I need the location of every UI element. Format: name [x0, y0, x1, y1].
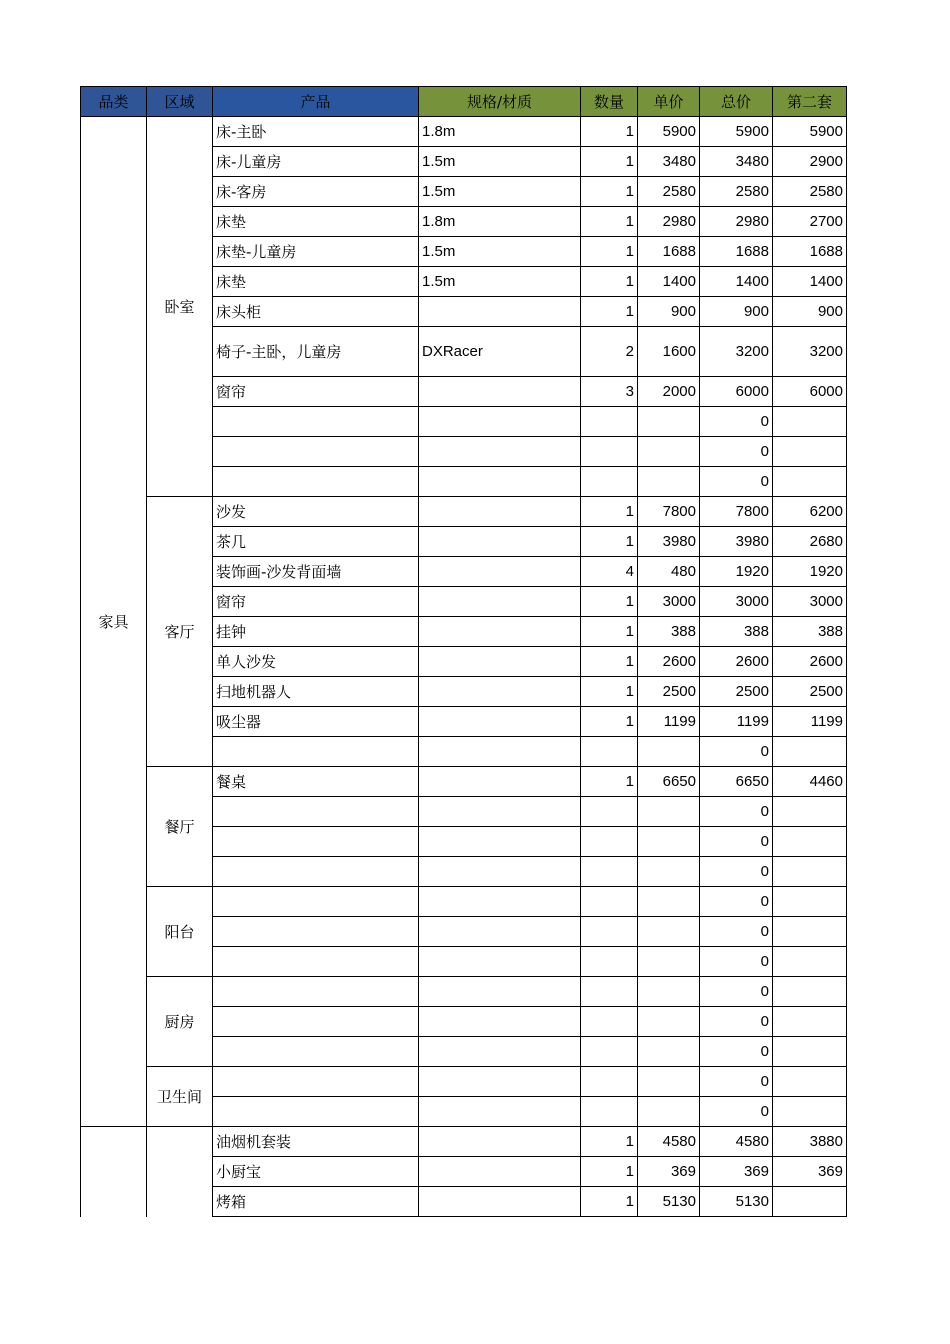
- table-row: [81, 117, 847, 147]
- unit-price-cell[interactable]: [638, 1097, 700, 1127]
- product-cell[interactable]: 扫地机器人: [213, 677, 419, 707]
- spec-cell[interactable]: [419, 527, 581, 557]
- product-cell[interactable]: 烤箱: [213, 1187, 419, 1217]
- qty-cell[interactable]: [581, 917, 638, 947]
- second-set-cell[interactable]: 6200: [773, 497, 847, 527]
- unit-price-cell[interactable]: [638, 407, 700, 437]
- category-cell[interactable]: 家具: [81, 117, 147, 1127]
- total-price-cell[interactable]: 4580: [700, 1127, 773, 1157]
- product-cell[interactable]: 床垫-儿童房: [213, 237, 419, 267]
- spec-cell[interactable]: 1.5m: [419, 147, 581, 177]
- qty-cell[interactable]: 1: [581, 177, 638, 207]
- second-set-cell[interactable]: 5900: [773, 117, 847, 147]
- total-price-cell[interactable]: 900: [700, 297, 773, 327]
- total-price-cell[interactable]: 0: [700, 797, 773, 827]
- spec-cell[interactable]: [419, 1157, 581, 1187]
- product-cell[interactable]: 椅子-主卧，儿童房: [213, 327, 419, 377]
- area-cell[interactable]: 餐厅: [147, 767, 213, 887]
- unit-price-cell[interactable]: 2000: [638, 377, 700, 407]
- area-cell[interactable]: [147, 1127, 213, 1217]
- total-price-cell[interactable]: 2580: [700, 177, 773, 207]
- qty-cell[interactable]: [581, 827, 638, 857]
- product-cell[interactable]: 床-儿童房: [213, 147, 419, 177]
- second-set-cell[interactable]: 2700: [773, 207, 847, 237]
- second-set-cell[interactable]: 1400: [773, 267, 847, 297]
- spec-cell[interactable]: [419, 437, 581, 467]
- unit-price-cell[interactable]: [638, 977, 700, 1007]
- table-row: [81, 977, 847, 1007]
- header-second-set[interactable]: 第二套: [773, 87, 847, 117]
- product-cell[interactable]: [213, 437, 419, 467]
- second-set-cell[interactable]: 900: [773, 297, 847, 327]
- header-qty[interactable]: 数量: [581, 87, 638, 117]
- second-set-cell[interactable]: 4460: [773, 767, 847, 797]
- qty-cell[interactable]: 1: [581, 1127, 638, 1157]
- product-cell[interactable]: 装饰画-沙发背面墙: [213, 557, 419, 587]
- spec-cell[interactable]: [419, 1037, 581, 1067]
- unit-price-cell[interactable]: 2600: [638, 647, 700, 677]
- product-cell[interactable]: 油烟机套装: [213, 1127, 419, 1157]
- product-cell[interactable]: [213, 1067, 419, 1097]
- area-cell[interactable]: 阳台: [147, 887, 213, 977]
- total-price-cell[interactable]: 2600: [700, 647, 773, 677]
- total-price-cell[interactable]: 388: [700, 617, 773, 647]
- second-set-cell[interactable]: [773, 467, 847, 497]
- table-row: [81, 1127, 847, 1157]
- second-set-cell[interactable]: [773, 947, 847, 977]
- spec-cell[interactable]: 1.5m: [419, 267, 581, 297]
- unit-price-cell[interactable]: [638, 947, 700, 977]
- total-price-cell[interactable]: 3000: [700, 587, 773, 617]
- spec-cell[interactable]: [419, 647, 581, 677]
- spec-cell[interactable]: [419, 857, 581, 887]
- second-set-cell[interactable]: [773, 1007, 847, 1037]
- spec-cell[interactable]: [419, 557, 581, 587]
- second-set-cell[interactable]: 2680: [773, 527, 847, 557]
- second-set-cell[interactable]: [773, 887, 847, 917]
- spec-cell[interactable]: [419, 467, 581, 497]
- second-set-cell[interactable]: 388: [773, 617, 847, 647]
- spec-cell[interactable]: [419, 677, 581, 707]
- spec-cell[interactable]: [419, 617, 581, 647]
- unit-price-cell[interactable]: 5130: [638, 1187, 700, 1217]
- unit-price-cell[interactable]: 1688: [638, 237, 700, 267]
- spec-cell[interactable]: [419, 1067, 581, 1097]
- product-cell[interactable]: 沙发: [213, 497, 419, 527]
- product-cell[interactable]: 窗帘: [213, 377, 419, 407]
- table-row: [81, 887, 847, 917]
- qty-cell[interactable]: 1: [581, 267, 638, 297]
- qty-cell[interactable]: [581, 1097, 638, 1127]
- spec-cell[interactable]: 1.8m: [419, 117, 581, 147]
- second-set-cell[interactable]: 2580: [773, 177, 847, 207]
- second-set-cell[interactable]: 3000: [773, 587, 847, 617]
- area-cell[interactable]: 客厅: [147, 497, 213, 767]
- second-set-cell[interactable]: 6000: [773, 377, 847, 407]
- qty-cell[interactable]: [581, 737, 638, 767]
- unit-price-cell[interactable]: [638, 1037, 700, 1067]
- total-price-cell[interactable]: 0: [700, 857, 773, 887]
- total-price-cell[interactable]: 0: [700, 437, 773, 467]
- spec-cell[interactable]: [419, 707, 581, 737]
- product-cell[interactable]: [213, 797, 419, 827]
- spec-cell[interactable]: [419, 407, 581, 437]
- unit-price-cell[interactable]: 2580: [638, 177, 700, 207]
- spec-cell[interactable]: 1.5m: [419, 237, 581, 267]
- table-row: [81, 767, 847, 797]
- unit-price-cell[interactable]: [638, 1067, 700, 1097]
- total-price-cell[interactable]: 0: [700, 827, 773, 857]
- second-set-cell[interactable]: 3880: [773, 1127, 847, 1157]
- unit-price-cell[interactable]: 7800: [638, 497, 700, 527]
- product-cell[interactable]: [213, 1037, 419, 1067]
- second-set-cell[interactable]: [773, 737, 847, 767]
- spec-cell[interactable]: [419, 977, 581, 1007]
- total-price-cell[interactable]: 5900: [700, 117, 773, 147]
- product-cell[interactable]: [213, 857, 419, 887]
- spec-cell[interactable]: DXRacer: [419, 327, 581, 377]
- total-price-cell[interactable]: 1688: [700, 237, 773, 267]
- table-row: [81, 1067, 847, 1097]
- total-price-cell[interactable]: 0: [700, 407, 773, 437]
- header-total-price[interactable]: 总价: [700, 87, 773, 117]
- second-set-cell[interactable]: [773, 1097, 847, 1127]
- unit-price-cell[interactable]: 2500: [638, 677, 700, 707]
- spec-cell[interactable]: [419, 1187, 581, 1217]
- unit-price-cell[interactable]: 3480: [638, 147, 700, 177]
- total-price-cell[interactable]: 1199: [700, 707, 773, 737]
- qty-cell[interactable]: [581, 437, 638, 467]
- unit-price-cell[interactable]: 388: [638, 617, 700, 647]
- unit-price-cell[interactable]: 1400: [638, 267, 700, 297]
- total-price-cell[interactable]: 6650: [700, 767, 773, 797]
- total-price-cell[interactable]: 0: [700, 1067, 773, 1097]
- qty-cell[interactable]: 3: [581, 377, 638, 407]
- unit-price-cell[interactable]: [638, 1007, 700, 1037]
- unit-price-cell[interactable]: [638, 857, 700, 887]
- qty-cell[interactable]: 1: [581, 237, 638, 267]
- second-set-cell[interactable]: [773, 797, 847, 827]
- qty-cell[interactable]: 4: [581, 557, 638, 587]
- qty-cell[interactable]: 1: [581, 117, 638, 147]
- spec-cell[interactable]: [419, 917, 581, 947]
- second-set-cell[interactable]: 3200: [773, 327, 847, 377]
- product-cell[interactable]: 挂钟: [213, 617, 419, 647]
- unit-price-cell[interactable]: 3000: [638, 587, 700, 617]
- spec-cell[interactable]: 1.8m: [419, 207, 581, 237]
- product-cell[interactable]: [213, 1097, 419, 1127]
- total-price-cell[interactable]: 0: [700, 737, 773, 767]
- qty-cell[interactable]: 1: [581, 1187, 638, 1217]
- product-cell[interactable]: 餐桌: [213, 767, 419, 797]
- spec-cell[interactable]: [419, 737, 581, 767]
- qty-cell[interactable]: 1: [581, 617, 638, 647]
- second-set-cell[interactable]: 2900: [773, 147, 847, 177]
- qty-cell[interactable]: [581, 857, 638, 887]
- unit-price-cell[interactable]: [638, 737, 700, 767]
- qty-cell[interactable]: 2: [581, 327, 638, 377]
- second-set-cell[interactable]: 1688: [773, 237, 847, 267]
- spec-cell[interactable]: [419, 497, 581, 527]
- second-set-cell[interactable]: [773, 827, 847, 857]
- total-price-cell[interactable]: 7800: [700, 497, 773, 527]
- product-cell[interactable]: [213, 737, 419, 767]
- unit-price-cell[interactable]: [638, 797, 700, 827]
- spec-cell[interactable]: [419, 767, 581, 797]
- product-cell[interactable]: 床-主卧: [213, 117, 419, 147]
- header-unit-price[interactable]: 单价: [638, 87, 700, 117]
- qty-cell[interactable]: 1: [581, 647, 638, 677]
- qty-cell[interactable]: 1: [581, 297, 638, 327]
- total-price-cell[interactable]: 0: [700, 947, 773, 977]
- total-price-cell[interactable]: 3980: [700, 527, 773, 557]
- total-price-cell[interactable]: 1920: [700, 557, 773, 587]
- spec-cell[interactable]: [419, 887, 581, 917]
- qty-cell[interactable]: 1: [581, 207, 638, 237]
- total-price-cell[interactable]: 1400: [700, 267, 773, 297]
- unit-price-cell[interactable]: [638, 437, 700, 467]
- total-price-cell[interactable]: 0: [700, 977, 773, 1007]
- product-cell[interactable]: 窗帘: [213, 587, 419, 617]
- qty-cell[interactable]: [581, 947, 638, 977]
- spec-cell[interactable]: [419, 947, 581, 977]
- product-cell[interactable]: 床垫: [213, 267, 419, 297]
- qty-cell[interactable]: [581, 1007, 638, 1037]
- product-cell[interactable]: [213, 887, 419, 917]
- second-set-cell[interactable]: [773, 917, 847, 947]
- area-cell[interactable]: 厨房: [147, 977, 213, 1067]
- qty-cell[interactable]: 1: [581, 147, 638, 177]
- second-set-cell[interactable]: [773, 407, 847, 437]
- product-cell[interactable]: 床头柜: [213, 297, 419, 327]
- total-price-cell[interactable]: 0: [700, 917, 773, 947]
- qty-cell[interactable]: 1: [581, 497, 638, 527]
- total-price-cell[interactable]: 0: [700, 1097, 773, 1127]
- second-set-cell[interactable]: [773, 437, 847, 467]
- area-cell[interactable]: 卫生间: [147, 1067, 213, 1127]
- second-set-cell[interactable]: [773, 1187, 847, 1217]
- second-set-cell[interactable]: [773, 977, 847, 1007]
- product-cell[interactable]: 单人沙发: [213, 647, 419, 677]
- second-set-cell[interactable]: 2500: [773, 677, 847, 707]
- product-cell[interactable]: [213, 407, 419, 437]
- total-price-cell[interactable]: 0: [700, 1007, 773, 1037]
- total-price-cell[interactable]: 6000: [700, 377, 773, 407]
- spec-cell[interactable]: [419, 1097, 581, 1127]
- second-set-cell[interactable]: 1920: [773, 557, 847, 587]
- spec-cell[interactable]: [419, 1127, 581, 1157]
- qty-cell[interactable]: [581, 977, 638, 1007]
- total-price-cell[interactable]: 3200: [700, 327, 773, 377]
- total-price-cell[interactable]: 2500: [700, 677, 773, 707]
- total-price-cell[interactable]: 0: [700, 887, 773, 917]
- second-set-cell[interactable]: [773, 857, 847, 887]
- spec-cell[interactable]: 1.5m: [419, 177, 581, 207]
- spec-cell[interactable]: [419, 1007, 581, 1037]
- unit-price-cell[interactable]: 5900: [638, 117, 700, 147]
- product-cell[interactable]: 小厨宝: [213, 1157, 419, 1187]
- second-set-cell[interactable]: 369: [773, 1157, 847, 1187]
- product-cell[interactable]: 床-客房: [213, 177, 419, 207]
- total-price-cell[interactable]: 0: [700, 467, 773, 497]
- product-cell[interactable]: [213, 917, 419, 947]
- qty-cell[interactable]: [581, 797, 638, 827]
- qty-cell[interactable]: 1: [581, 707, 638, 737]
- total-price-cell[interactable]: 2980: [700, 207, 773, 237]
- unit-price-cell[interactable]: 2980: [638, 207, 700, 237]
- unit-price-cell[interactable]: 4580: [638, 1127, 700, 1157]
- second-set-cell[interactable]: [773, 1067, 847, 1097]
- second-set-cell[interactable]: 1199: [773, 707, 847, 737]
- header-category[interactable]: 品类: [81, 87, 147, 117]
- total-price-cell[interactable]: 369: [700, 1157, 773, 1187]
- unit-price-cell[interactable]: [638, 827, 700, 857]
- product-cell[interactable]: 茶几: [213, 527, 419, 557]
- qty-cell[interactable]: [581, 887, 638, 917]
- product-cell[interactable]: [213, 947, 419, 977]
- qty-cell[interactable]: 1: [581, 527, 638, 557]
- product-cell[interactable]: 床垫: [213, 207, 419, 237]
- budget-table: [80, 86, 847, 1217]
- unit-price-cell[interactable]: 369: [638, 1157, 700, 1187]
- unit-price-cell[interactable]: [638, 887, 700, 917]
- total-price-cell[interactable]: 5130: [700, 1187, 773, 1217]
- product-cell[interactable]: [213, 977, 419, 1007]
- qty-cell[interactable]: [581, 1067, 638, 1097]
- qty-cell[interactable]: [581, 467, 638, 497]
- category-cell[interactable]: [81, 1127, 147, 1217]
- unit-price-cell[interactable]: 1600: [638, 327, 700, 377]
- qty-cell[interactable]: 1: [581, 677, 638, 707]
- header-product[interactable]: 产品: [213, 87, 419, 117]
- product-cell[interactable]: 吸尘器: [213, 707, 419, 737]
- unit-price-cell[interactable]: [638, 467, 700, 497]
- qty-cell[interactable]: 1: [581, 1157, 638, 1187]
- product-cell[interactable]: [213, 1007, 419, 1037]
- second-set-cell[interactable]: 2600: [773, 647, 847, 677]
- header-spec[interactable]: 规格/材质: [419, 87, 581, 117]
- area-cell[interactable]: 卧室: [147, 117, 213, 497]
- product-cell[interactable]: [213, 467, 419, 497]
- unit-price-cell[interactable]: 3980: [638, 527, 700, 557]
- product-cell[interactable]: [213, 827, 419, 857]
- unit-price-cell[interactable]: 6650: [638, 767, 700, 797]
- spec-cell[interactable]: [419, 797, 581, 827]
- qty-cell[interactable]: 1: [581, 767, 638, 797]
- spec-cell[interactable]: [419, 587, 581, 617]
- spec-cell[interactable]: [419, 827, 581, 857]
- total-price-cell[interactable]: 3480: [700, 147, 773, 177]
- unit-price-cell[interactable]: 900: [638, 297, 700, 327]
- table-row: [81, 497, 847, 527]
- qty-cell[interactable]: [581, 407, 638, 437]
- header-area[interactable]: 区域: [147, 87, 213, 117]
- qty-cell[interactable]: [581, 1037, 638, 1067]
- header-row: [81, 87, 847, 117]
- spec-cell[interactable]: [419, 377, 581, 407]
- total-price-cell[interactable]: 0: [700, 1037, 773, 1067]
- unit-price-cell[interactable]: 480: [638, 557, 700, 587]
- second-set-cell[interactable]: [773, 1037, 847, 1067]
- qty-cell[interactable]: 1: [581, 587, 638, 617]
- unit-price-cell[interactable]: 1199: [638, 707, 700, 737]
- unit-price-cell[interactable]: [638, 917, 700, 947]
- spec-cell[interactable]: [419, 297, 581, 327]
